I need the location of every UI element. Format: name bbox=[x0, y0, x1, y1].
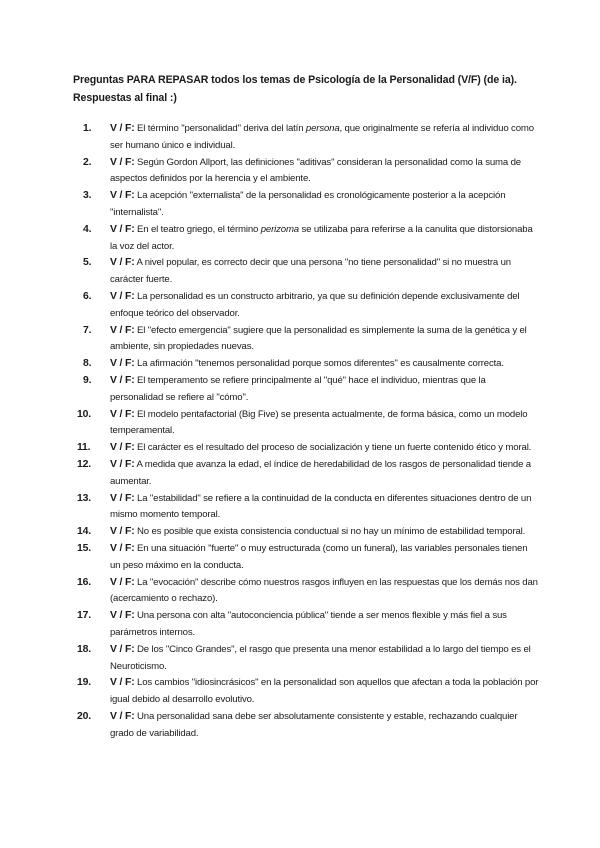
question-number: 14. bbox=[77, 526, 91, 538]
question-text: La "estabilidad" se refiere a la continuidad de la conducta en diferentes situaciones dentro de un mismo momento temporal. bbox=[110, 492, 532, 521]
question-item bbox=[73, 373, 540, 407]
true-false-label: V / F: bbox=[110, 643, 135, 655]
question-number: 12. bbox=[77, 458, 91, 470]
question-number: 17. bbox=[77, 610, 91, 622]
question-number: 11. bbox=[77, 442, 91, 454]
question-text: La "evocación" describe cómo nuestros rasgos influyen en las respuestas que los demás nos dan (acercamiento o rechazo). bbox=[110, 576, 538, 605]
true-false-label: V / F: bbox=[110, 710, 135, 722]
question-text: En una situación "fuerte" o muy estructurada (como un funeral), las variables personales tienen un peso máximo en la conducta. bbox=[110, 542, 528, 571]
true-false-label: V / F: bbox=[110, 156, 135, 168]
question-text: A nivel popular, es correcto decir que una persona "no tiene personalidad" si no muestra un carácter fuerte. bbox=[110, 257, 511, 286]
question-italic-term: persona bbox=[305, 123, 340, 134]
question-item bbox=[73, 675, 540, 709]
question-number: 16. bbox=[77, 576, 91, 588]
true-false-label: V / F: bbox=[110, 358, 135, 370]
question-text: El carácter es el resultado del proceso de socialización y tiene un fuerte contenido ético y moral. bbox=[137, 442, 532, 454]
question-item bbox=[73, 255, 540, 289]
true-false-label: V / F: bbox=[110, 542, 135, 554]
question-item bbox=[73, 356, 540, 373]
true-false-label: V / F: bbox=[110, 677, 135, 689]
true-false-label: V / F: bbox=[110, 576, 135, 588]
question-item bbox=[73, 491, 540, 525]
true-false-label: V / F: bbox=[110, 408, 135, 420]
question-text: La personalidad es un constructo arbitrario, ya que su definición depende exclusivamente del enfoque teórico del observador. bbox=[110, 290, 520, 319]
question-item bbox=[73, 222, 540, 256]
question-item bbox=[73, 289, 540, 323]
question-text: La afirmación "tenemos personalidad porque somos diferentes" es causalmente correcta. bbox=[137, 358, 504, 370]
question-text: , que originalmente se refería al individuo como ser humano único e individual. bbox=[110, 123, 534, 151]
true-false-label: V / F: bbox=[110, 492, 135, 504]
question-number: 4. bbox=[83, 223, 92, 235]
question-text: El "efecto emergencia" sugiere que la personalidad es simplemente la suma de la genética y el ambiente, sin propiedades nuevas. bbox=[110, 324, 527, 353]
question-list bbox=[73, 121, 540, 742]
true-false-label: V / F: bbox=[110, 257, 135, 269]
true-false-label: V / F: bbox=[110, 610, 135, 622]
question-text: se utilizaba para referirse a la canulita que distorsionaba la voz del actor. bbox=[110, 223, 533, 252]
true-false-label: V / F: bbox=[110, 123, 135, 134]
question-italic-term: perizoma bbox=[260, 223, 299, 235]
question-text: De los "Cinco Grandes", el rasgo que presenta una menor estabilidad a lo largo del tiempo es el Neuroticismo. bbox=[110, 643, 531, 672]
true-false-label: V / F: bbox=[110, 223, 135, 235]
true-false-label: V / F: bbox=[110, 526, 135, 538]
question-text: En el teatro griego, el término bbox=[137, 223, 261, 235]
question-text: El término "personalidad" deriva del latín bbox=[137, 123, 306, 134]
question-item bbox=[73, 457, 540, 491]
question-text: Los cambios "idiosincrásicos" en la personalidad son aquellos que afectan a toda la población por igual debido al desarrollo evolutivo. bbox=[110, 677, 539, 706]
question-text: A medida que avanza la edad, el índice de heredabilidad de los rasgos de personalidad tiende a aumentar. bbox=[110, 458, 531, 487]
question-number: 5. bbox=[83, 257, 92, 269]
question-item bbox=[73, 575, 540, 609]
question-number: 18. bbox=[77, 643, 91, 655]
question-item bbox=[73, 323, 540, 357]
question-text: Una persona con alta "autoconciencia pública" tiende a ser menos flexible y más fiel a sus parámetros internos. bbox=[110, 610, 507, 638]
true-false-label: V / F: bbox=[110, 324, 135, 336]
question-number: 20. bbox=[77, 710, 91, 722]
question-text: Según Gordon Allport, las definiciones "aditivas" consideran la personalidad como la suma de aspectos definidos por la herencia y el ambiente. bbox=[110, 156, 521, 185]
true-false-label: V / F: bbox=[110, 442, 135, 454]
question-item bbox=[73, 608, 540, 642]
question-item bbox=[73, 188, 540, 222]
question-number: 8. bbox=[83, 358, 92, 370]
question-item bbox=[73, 642, 540, 676]
true-false-label: V / F: bbox=[110, 290, 135, 302]
question-item bbox=[73, 121, 540, 155]
question-item bbox=[73, 440, 540, 457]
question-text: Una personalidad sana debe ser absolutamente consistente y estable, rechazando cualquier grado de variabilidad. bbox=[110, 710, 518, 739]
question-item bbox=[73, 524, 540, 541]
question-number: 19. bbox=[77, 677, 91, 689]
question-number: 13. bbox=[77, 492, 91, 504]
question-number: 15. bbox=[77, 542, 91, 554]
question-number: 10. bbox=[77, 408, 91, 420]
question-number: 1. bbox=[83, 123, 92, 134]
question-text: El temperamento se refiere principalmente al "qué" hace el individuo, mientras que la personalidad se refiere al "cómo". bbox=[110, 374, 486, 403]
question-number: 2. bbox=[83, 156, 92, 168]
question-item bbox=[73, 541, 540, 575]
question-text: La acepción "externalista" de la personalidad es cronológicamente posterior a la acepción "internalista". bbox=[110, 190, 506, 218]
document-title: Preguntas PARA REPASAR todos los temas de Psicología de la Personalidad (V/F) (de ia). Respuestas al final :) bbox=[73, 74, 517, 104]
question-item bbox=[73, 709, 540, 743]
true-false-label: V / F: bbox=[110, 374, 135, 386]
question-number: 7. bbox=[83, 324, 92, 336]
question-item bbox=[73, 407, 540, 441]
question-number: 6. bbox=[83, 290, 92, 302]
question-text: No es posible que exista consistencia conductual si no hay un mínimo de estabilidad temporal. bbox=[137, 526, 526, 538]
question-text: El modelo pentafactorial (Big Five) se presenta actualmente, de forma básica, como un modelo temperamental. bbox=[110, 408, 528, 437]
true-false-label: V / F: bbox=[110, 458, 135, 470]
question-item bbox=[73, 155, 540, 189]
question-number: 3. bbox=[83, 190, 92, 202]
question-number: 9. bbox=[83, 374, 92, 386]
true-false-label: V / F: bbox=[110, 190, 135, 202]
